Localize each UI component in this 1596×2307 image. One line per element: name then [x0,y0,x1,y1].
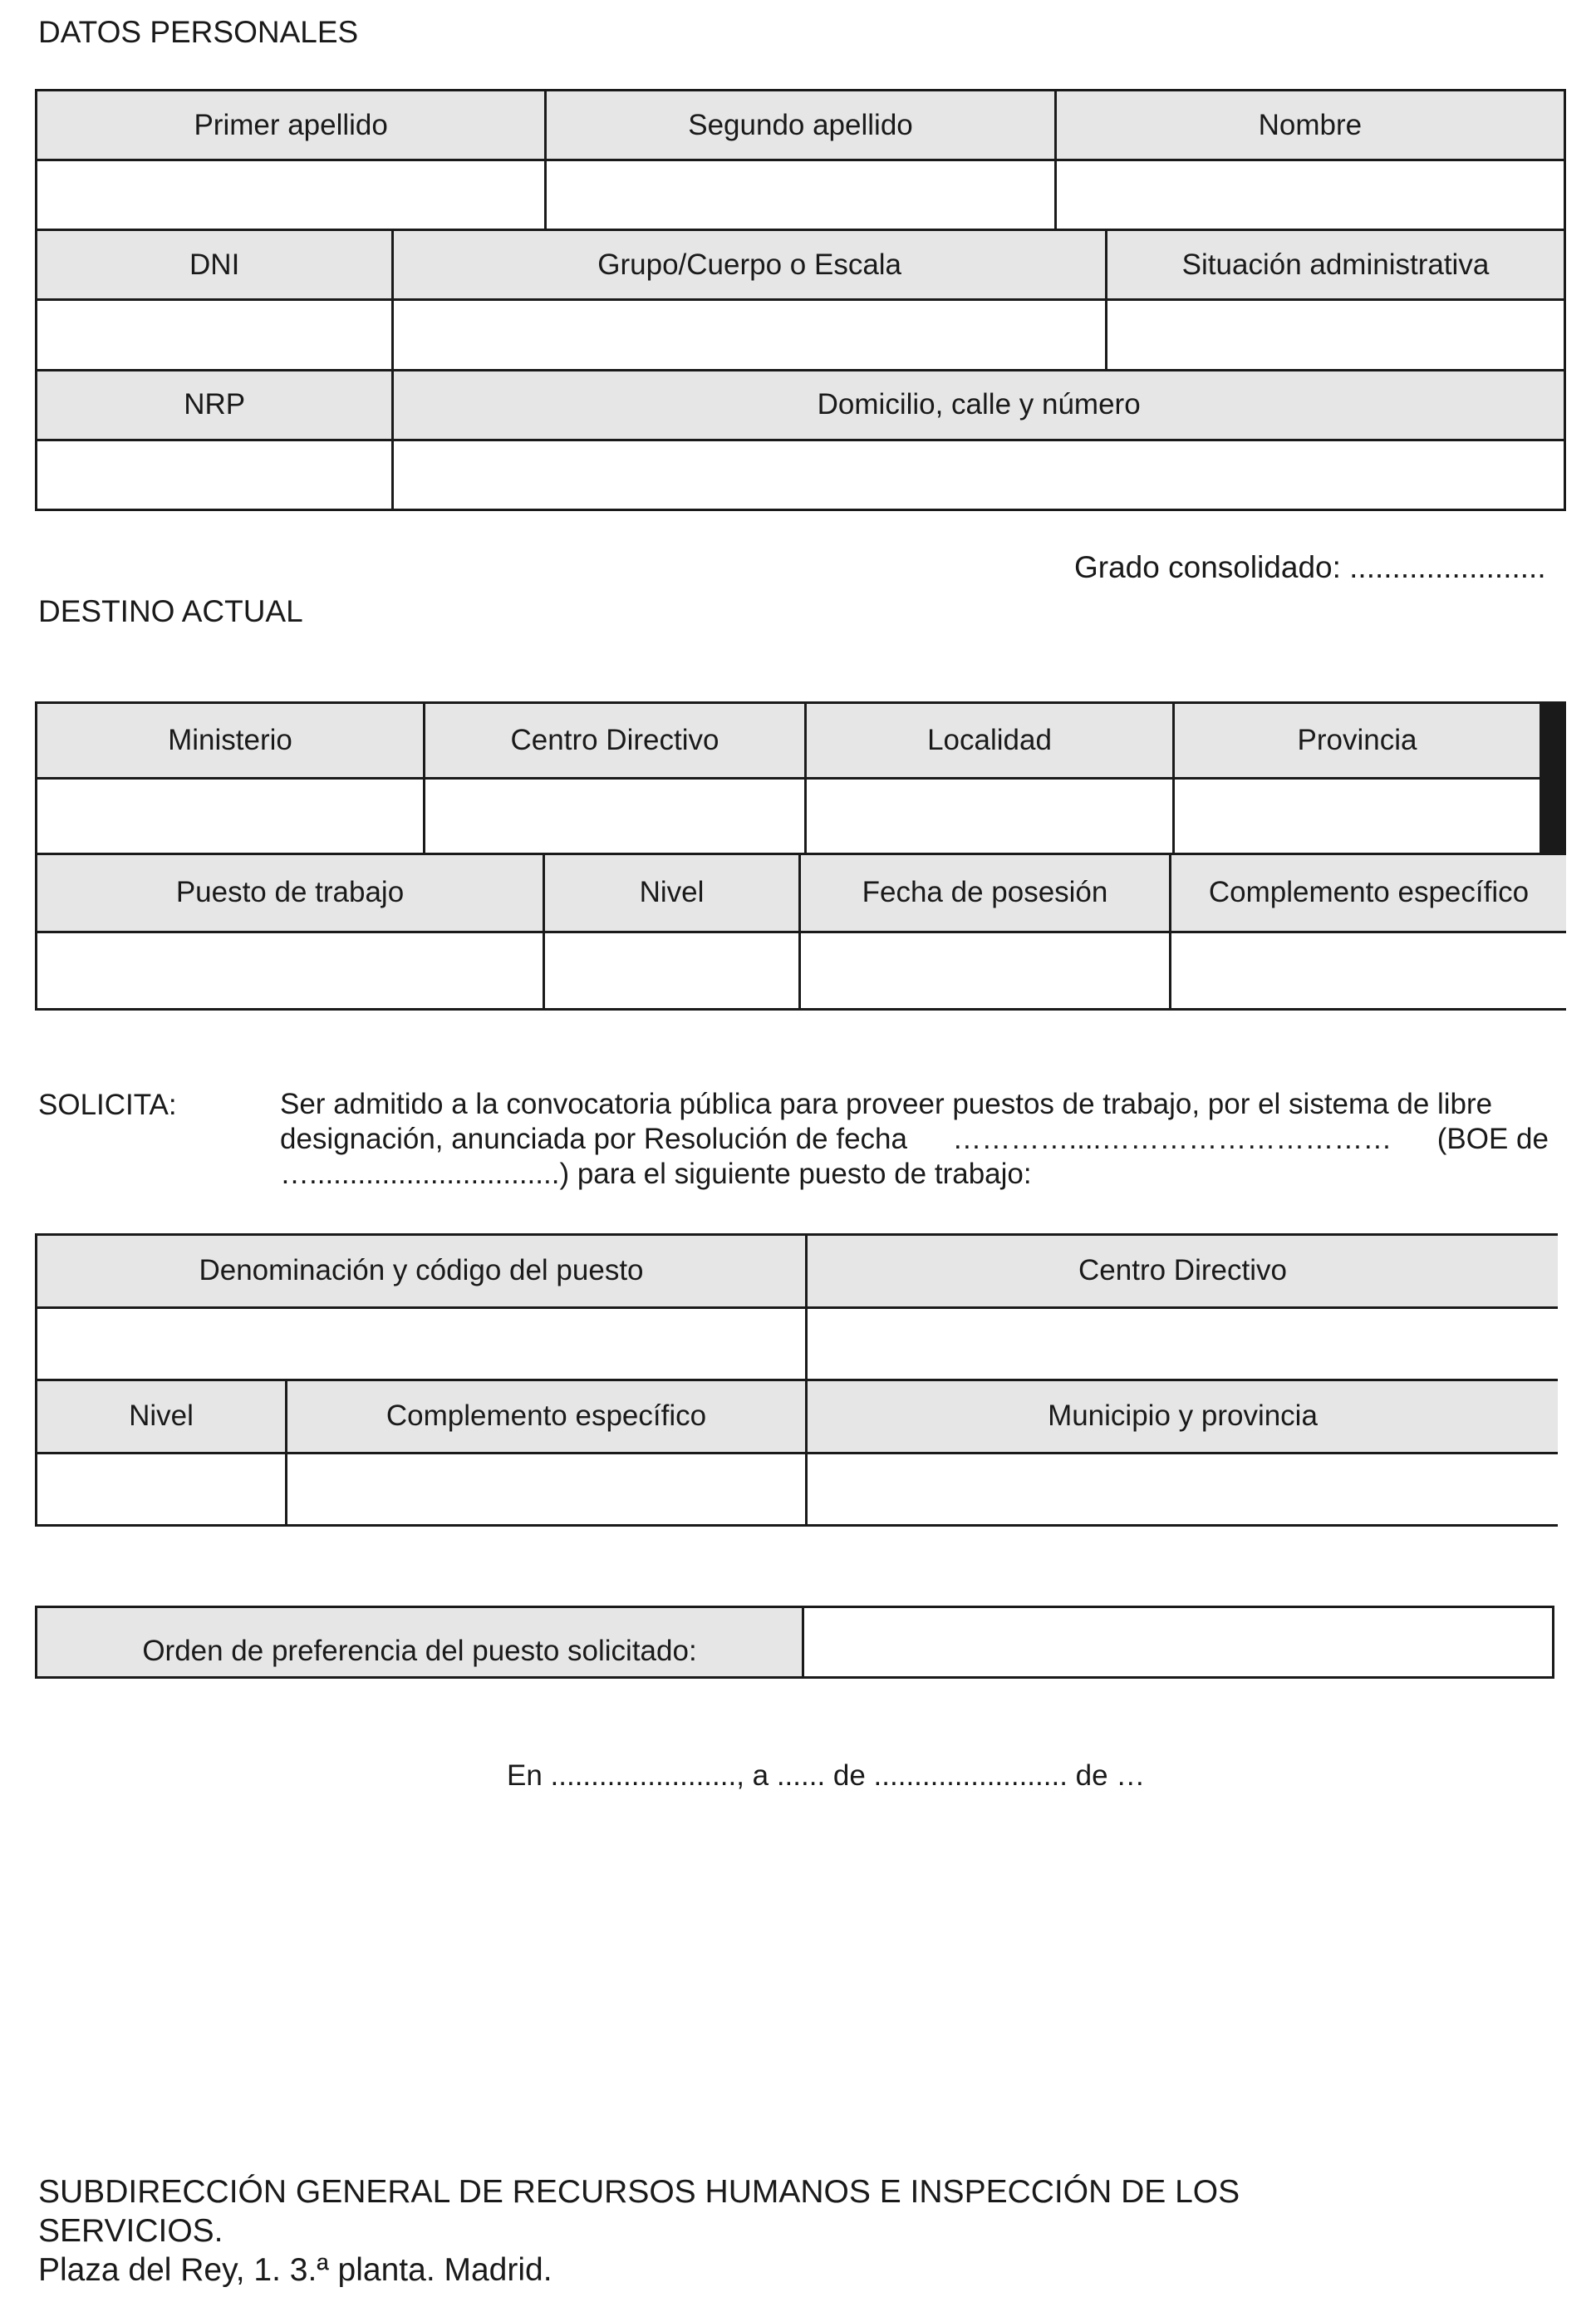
field-situacion-administrativa[interactable] [1107,301,1564,368]
header-domicilio: Domicilio, calle y número [394,371,1564,439]
header-municipio-provincia: Municipio y provincia [808,1381,1558,1452]
header-dni: DNI [37,231,391,298]
header-primer-apellido: Primer apellido [37,91,544,159]
field-centro-directivo[interactable] [425,780,804,853]
solicita-boe-text: (BOE de [1436,1123,1549,1155]
field-nrp[interactable] [37,441,391,509]
header-nivel: Nivel [545,855,798,931]
puesto-solicitado-table [35,1233,1558,1527]
field-complemento-especifico[interactable] [1171,933,1566,1009]
header-fecha-de-posesion: Fecha de posesión [801,855,1169,931]
fecha-firma-line: En ......................., a ...... de ........................ de … [507,1759,1146,1792]
personal-data-table [35,89,1566,511]
solicita-line-1-text: Ser admitido a la convocatoria pública para proveer puestos de trabajo, por el sistema de libre [280,1088,1493,1120]
header-grupo-cuerpo: Grupo/Cuerpo o Escala [394,231,1105,298]
field-grupo-cuerpo[interactable] [394,301,1105,368]
field-primer-apellido[interactable] [37,161,544,229]
section-title-destino-actual: DESTINO ACTUAL [38,594,303,628]
solicita-line-2-text: designación, anunciada por Resolución de fecha [280,1123,907,1155]
section-title-datos-personales: DATOS PERSONALES [38,15,359,49]
field-orden-preferencia[interactable] [804,1608,1552,1676]
header-nombre: Nombre [1057,91,1564,159]
field-segundo-apellido[interactable] [547,161,1053,229]
header-provincia: Provincia [1175,704,1540,777]
field-localidad[interactable] [807,780,1172,853]
header-nrp: NRP [37,371,391,439]
header-centro-directivo-puesto: Centro Directivo [808,1236,1558,1306]
header-situacion-administrativa: Situación administrativa [1107,231,1564,298]
footer-line-3: Plaza del Rey, 1. 3.ª planta. Madrid. [38,2252,552,2288]
destino-actual-table-row2 [35,855,1566,1011]
grado-consolidado: Grado consolidado: ....................... [1074,550,1546,584]
field-puesto-de-trabajo[interactable] [37,933,543,1009]
field-complemento-especifico-puesto[interactable] [287,1454,805,1525]
header-puesto-de-trabajo: Puesto de trabajo [37,855,543,931]
header-orden-preferencia: Orden de preferencia del puesto solicitado: [37,1608,802,1676]
footer-address [38,2172,1240,2290]
header-nivel-puesto: Nivel [37,1381,285,1452]
footer-line-2: SERVICIOS. [38,2213,223,2249]
field-denominacion-codigo[interactable] [37,1309,805,1380]
field-municipio-provincia[interactable] [808,1454,1558,1525]
field-domicilio[interactable] [394,441,1564,509]
field-ministerio[interactable] [37,780,423,853]
header-denominacion-codigo: Denominación y código del puesto [37,1236,805,1306]
solicita-fecha-placeholder: …………....………………………… [952,1123,1392,1155]
solicita-line-2 [280,1122,1549,1157]
field-dni[interactable] [37,301,391,368]
field-fecha-de-posesion[interactable] [801,933,1169,1009]
solicita-line-3: …...............................) para el siguiente puesto de trabajo: [280,1158,1032,1190]
orden-preferencia-table [35,1606,1554,1679]
header-segundo-apellido: Segundo apellido [547,91,1053,159]
header-centro-directivo: Centro Directivo [425,704,804,777]
field-centro-directivo-puesto[interactable] [808,1309,1558,1380]
destino-actual-table [35,701,1566,858]
header-complemento-especifico-puesto: Complemento específico [287,1381,805,1452]
solicita-label: SOLICITA: [38,1089,177,1121]
header-localidad: Localidad [807,704,1172,777]
header-ministerio: Ministerio [37,704,423,777]
solicita-line-1 [280,1087,1549,1122]
header-complemento-especifico: Complemento específico [1171,855,1566,931]
footer-line-1: SUBDIRECCIÓN GENERAL DE RECURSOS HUMANOS E INSPECCIÓN DE LOS [38,2174,1240,2210]
solicita-paragraph [280,1087,1549,1192]
field-nivel-puesto[interactable] [37,1454,285,1525]
field-provincia[interactable] [1175,780,1540,853]
field-nombre[interactable] [1057,161,1564,229]
field-nivel[interactable] [545,933,798,1009]
